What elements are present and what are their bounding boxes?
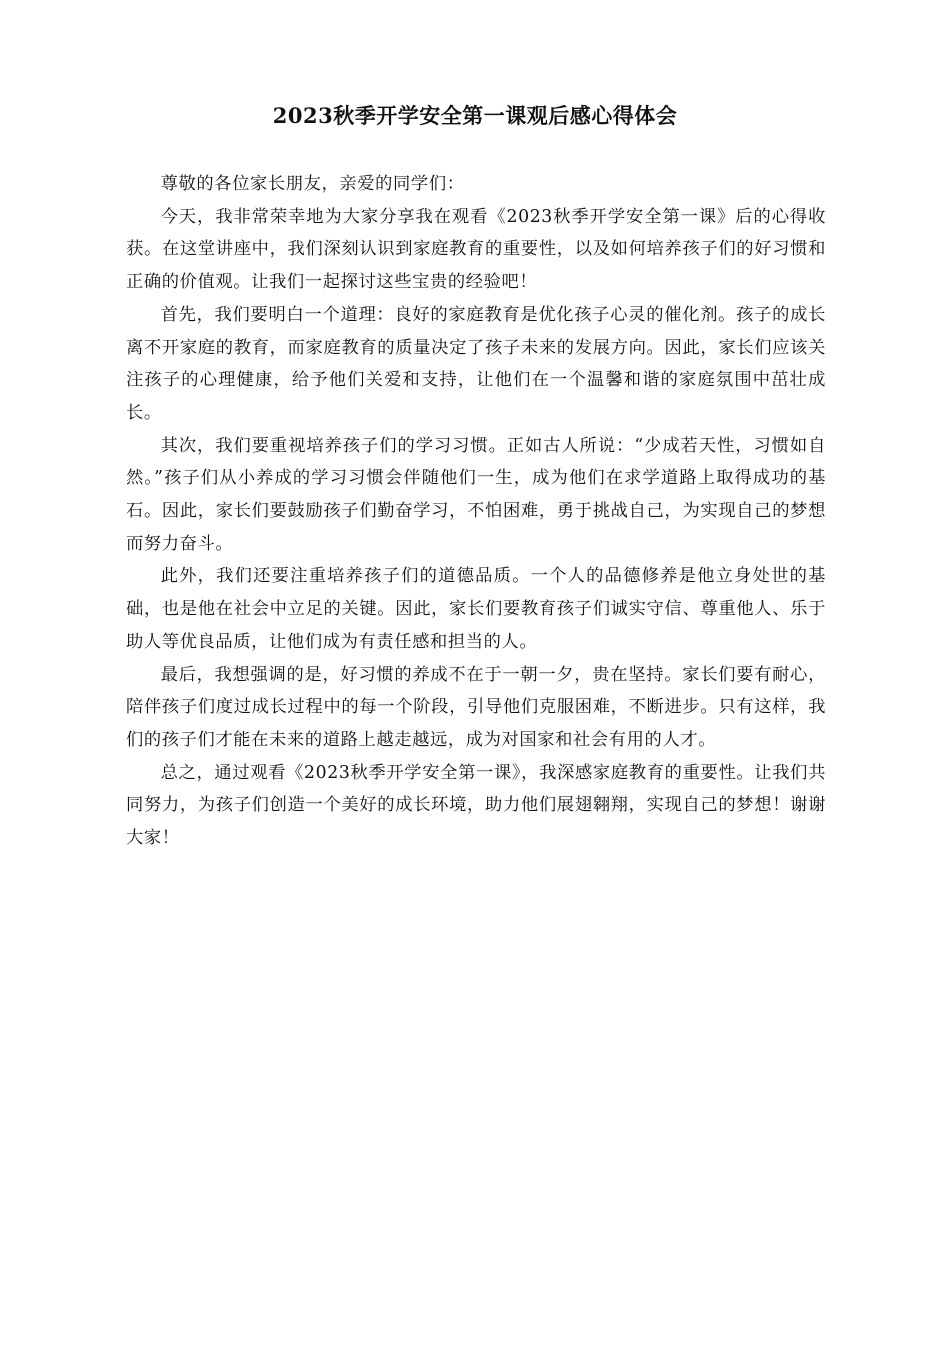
paragraph-moral-quality: 此外，我们还要注重培养孩子们的道德品质。一个人的品德修养是他立身处世的基础，也是他在社会中立足的关键。因此，家长们要教育孩子们诚实守信、尊重他人、乐于助人等优良品质，让他们成为有责任感和担当的人。	[126, 566, 826, 652]
paragraph-intro: 今天，我非常荣幸地为大家分享我在观看《2023秋季开学安全第一课》后的心得收获。在这堂讲座中，我们深刻认识到家庭教育的重要性，以及如何培养孩子们的好习惯和正确的价值观。让我们一起探讨这些宝贵的经验吧！	[126, 206, 826, 293]
salutation: 尊敬的各位家长朋友，亲爱的同学们：	[160, 174, 465, 194]
paragraph-family-education: 首先，我们要明白一个道理：良好的家庭教育是优化孩子心灵的催化剂。孩子的成长离不开家庭的教育，而家庭教育的质量决定了孩子未来的发展方向。因此，家长们应该关注孩子的心理健康，给予他们关爱和支持，让他们在一个温馨和谐的家庭氛围中茁壮成长。	[126, 304, 826, 423]
paragraph-study-habits: 其次，我们要重视培养孩子们的学习习惯。正如古人所说：“少成若天性，习惯如自然。”孩子们从小养成的学习习惯会伴随他们一生，成为他们在求学道路上取得成功的基石。因此，家长们要鼓励孩子们勤奋学习，不怕困难，勇于挑战自己，为实现自己的梦想而努力奋斗。	[126, 435, 826, 554]
paragraph-conclusion: 总之，通过观看《2023秋季开学安全第一课》，我深感家庭教育的重要性。让我们共同努力，为孩子们创造一个美好的成长环境，助力他们展翅翱翔，实现自己的梦想！谢谢大家！	[126, 762, 826, 849]
paragraph-persistence: 最后，我想强调的是，好习惯的养成不在于一朝一夕，贵在坚持。家长们要有耐心，陪伴孩子们度过成长过程中的每一个阶段，引导他们克服困难，不断进步。只有这样，我们的孩子们才能在未来的道路上越走越远，成为对国家和社会有用的人才。	[126, 664, 826, 750]
document-title: 2023秋季开学安全第一课观后感心得体会	[272, 103, 678, 128]
document-body	[126, 168, 826, 855]
